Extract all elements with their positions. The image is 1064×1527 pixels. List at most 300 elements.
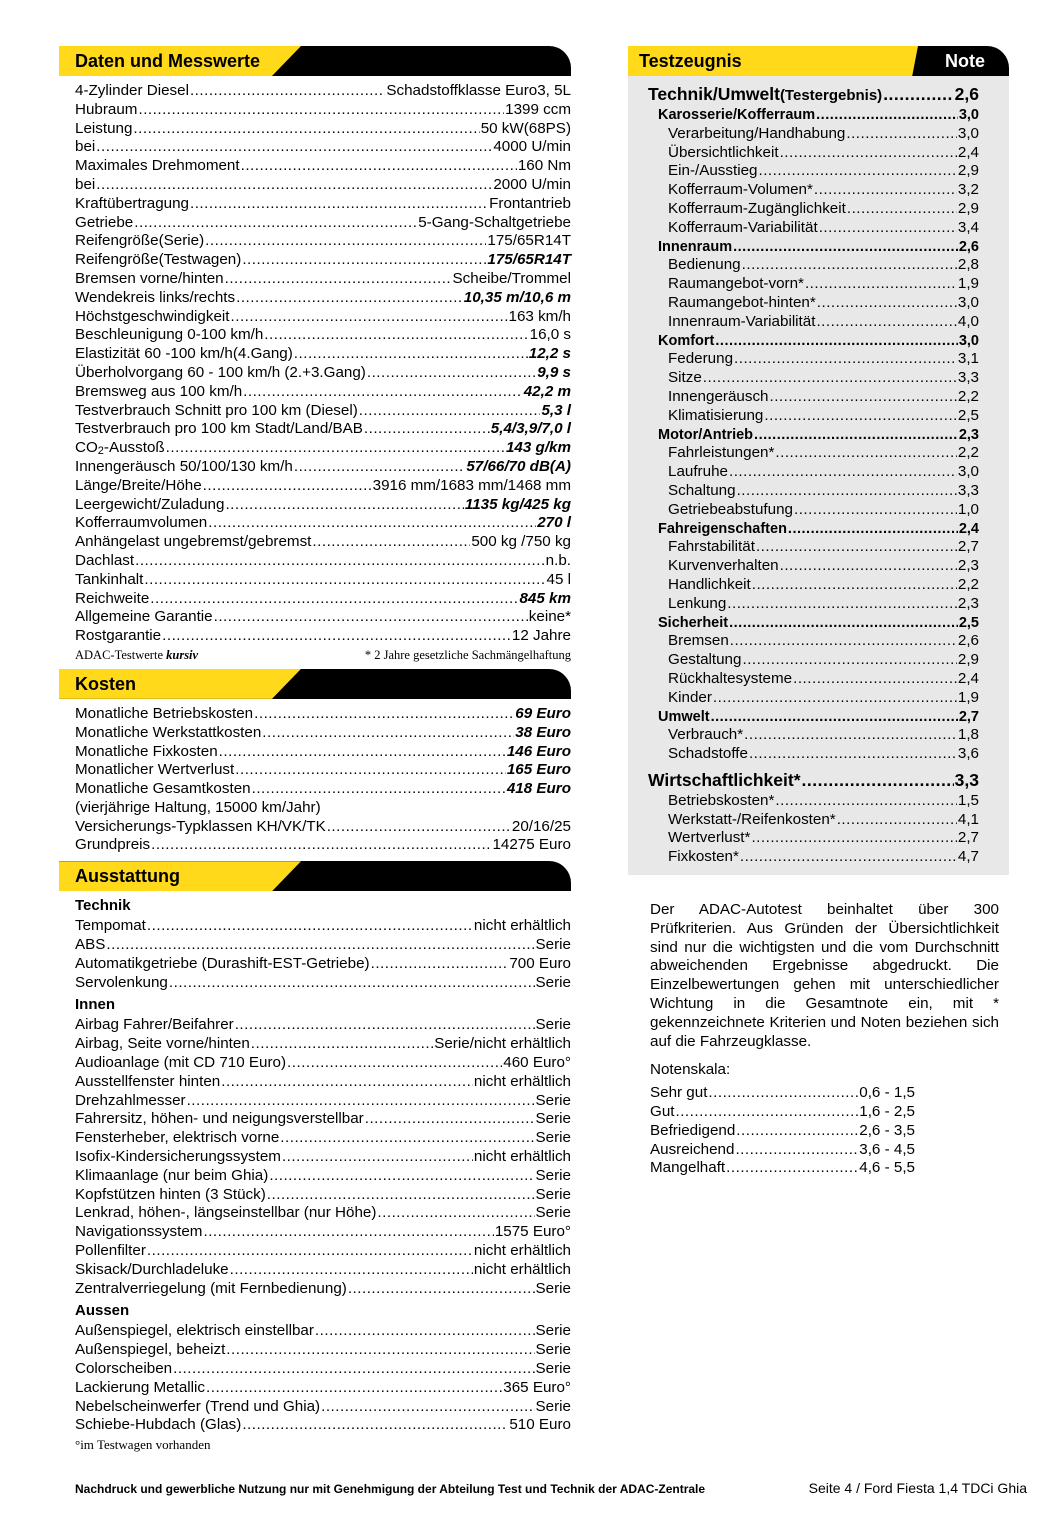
dot-leader [106,936,534,955]
testzeugnis-label [658,708,710,727]
daten-row [75,590,571,609]
testzeugnis-row [648,106,979,125]
dot-leader [231,308,508,327]
testzeugnis-grade: 2,9 [957,651,979,669]
dot-leader [294,345,528,364]
ausstattung-value: nicht erhältlich [473,1148,571,1166]
testzeugnis-grade: 2,4 [957,143,979,161]
ausstattung-label: Navigationssystem [75,1223,203,1241]
testzeugnis-grade: 3,1 [957,350,979,368]
testzeugnis-row [648,614,979,633]
daten-row [75,402,571,421]
label-suffix: (Testergebnis) [779,87,883,104]
dot-leader [287,1054,502,1073]
testzeugnis-label [668,689,712,708]
testzeugnis-grade: 2,9 [957,162,979,180]
daten-label: Überholvorgang 60 - 100 km/h (2.+3.Gang) [75,363,366,381]
testzeugnis-row [648,125,979,144]
dot-leader [144,571,545,590]
kosten-value: 38 Euro [515,723,571,741]
dot-leader [294,458,465,477]
kosten-row [75,780,571,799]
ausstattung-label: Fensterheber, elektrisch vorne [75,1129,280,1147]
daten-note-left: ADAC-Testwerte kursiv [75,647,199,662]
testzeugnis-grade: 1,9 [957,275,979,293]
testzeugnis-row [648,82,979,106]
testzeugnis-row [648,811,979,830]
testzeugnis-label [668,313,815,332]
testzeugnis-label [668,632,729,651]
label-main: Wertverlust* [668,829,751,847]
dot-leader [235,1016,535,1035]
daten-value: n.b. [545,551,571,569]
testzeugnis-grade: 3,0 [958,107,979,123]
testzeugnis-grade: 1,0 [957,500,979,518]
testzeugnis-grade: 2,3 [957,557,979,575]
testzeugnis-row [648,388,979,407]
dot-leader [225,270,452,289]
ausstattung-row [75,1223,571,1242]
dot-leader [327,818,511,837]
label-main: Schaltung [668,481,736,499]
daten-label: Länge/Breite/Höhe [75,476,202,494]
kosten-list [75,705,571,799]
testzeugnis-grade: 3,0 [958,332,979,349]
ausstattung-label: Colorscheiben [75,1360,173,1378]
daten-note [75,647,571,663]
ausstattung-value: Serie [535,1129,571,1147]
ausstattung-row [75,1167,571,1186]
ausstattung-value: Serie [535,1341,571,1359]
testzeugnis-grade: 2,5 [957,406,979,424]
label-main: Kinder [668,688,712,706]
testzeugnis-grade: 3,3 [957,481,979,499]
testzeugnis-row [648,332,979,351]
ausstattung-value: nicht erhältlich [473,917,571,935]
kosten-label: Monatliche Betriebskosten [75,704,254,722]
testzeugnis-title: Testzeugnis [639,51,742,71]
daten-label: Kraftübertragung [75,194,189,212]
label-main: Rückhaltesysteme [668,669,793,687]
dot-leader [726,1159,858,1178]
dot-leader [764,407,956,426]
testzeugnis-grade: 3,4 [957,218,979,236]
testzeugnis-row [648,313,979,332]
ausstattung-row [75,1016,571,1035]
notenskala-row [650,1103,915,1122]
ausstattung-label: Automatikgetriebe (Durashift-EST-Getriebe) [75,954,370,972]
dot-leader [729,614,958,633]
ausstattung-row [75,1280,571,1299]
ausstattung-label: Servolenkung [75,973,168,991]
testzeugnis-label [668,407,763,426]
testzeugnis-label [648,768,801,792]
daten-label: Reifengröße(Testwagen) [75,251,242,269]
daten-value: Frontantrieb [489,194,571,212]
dot-leader [846,125,957,144]
notenskala-range: 0,6 - 1,5 [859,1084,915,1102]
ausstattung-value: Serie [535,1091,571,1109]
daten-value: 175/65R14T [487,232,571,250]
dot-leader [321,1398,534,1417]
footer-page-info: Seite 4 / Ford Fiesta 1,4 TDCi Ghia [808,1480,1027,1496]
label-subscript: 2 [97,445,104,458]
label-main: Motor/Antrieb [658,426,754,443]
testzeugnis-label [668,538,755,557]
daten-row [75,101,571,120]
ausstattung-value: 1575 Euro° [494,1223,571,1241]
daten-label: Bremsweg aus 100 km/h [75,382,243,400]
label-main: Innengeräusch [668,387,769,405]
ausstattung-header [59,861,571,891]
testzeugnis-label [668,463,728,482]
dot-leader [242,251,486,270]
ausstattung-label: Außenspiegel, elektrisch einstellbar [75,1322,314,1340]
label-rest: -Ausstoß [103,439,165,457]
notenskala-label: Ausreichend [650,1140,735,1158]
dot-leader [147,1242,473,1261]
testzeugnis-row [648,576,979,595]
dot-leader [269,1167,534,1186]
label-main: Schadstoffe [668,745,748,763]
testzeugnis-label [668,726,743,745]
ausstattung-note: °im Testwagen vorhanden [75,1437,211,1453]
daten-label: Reichweite [75,589,150,607]
dot-leader [816,313,956,332]
dot-leader [236,289,463,308]
dot-leader [147,917,473,936]
dot-leader [282,1148,473,1167]
label-main: Kofferraum-Zugänglichkeit [668,199,846,217]
ausstattung-value: Serie/nicht erhältlich [434,1035,571,1053]
daten-label: Dachlast [75,551,135,569]
testzeugnis-label [658,520,787,539]
daten-label: Kofferraumvolumen [75,514,208,532]
daten-row [75,364,571,383]
testzeugnis-grade: 2,4 [957,669,979,687]
daten-value: 9,9 s [537,363,571,381]
daten-label: Maximales Drehmoment [75,157,240,175]
dot-leader [162,627,511,646]
label-main: Fahrstabilität [668,538,755,556]
ausstattung-row [75,1398,571,1417]
ausstattung-label: Skisack/Durchladeluke [75,1260,229,1278]
ausstattung-row [75,1092,571,1111]
left-column [75,46,571,1453]
ausstattung-label: Klimaanlage (nur beim Ghia) [75,1166,269,1184]
notenskala-row [650,1141,915,1160]
dot-leader [364,420,490,439]
dot-leader [713,689,957,708]
dot-leader [214,608,528,627]
dot-leader [367,364,536,383]
dot-leader [187,1092,535,1111]
label-main: Handlichkeit [668,575,751,593]
daten-row [75,552,571,571]
kosten-row [75,743,571,762]
testzeugnis-row [648,369,979,388]
notenskala-row [650,1122,915,1141]
daten-label: Leistung [75,119,133,137]
daten-value: 175/65R14T [487,251,571,269]
daten-label: Allgemeine Garantie [75,608,213,626]
ausstattung-label: Isofix-Kindersicherungssystem [75,1148,281,1166]
testzeugnis-row [648,181,979,200]
dot-leader [254,705,514,724]
label-main: Sitze [668,369,702,387]
daten-label: Getriebe [75,213,134,231]
testzeugnis-grade: 2,9 [957,199,979,217]
ausstattung-row [75,1379,571,1398]
daten-label: Wendekreis links/rechts [75,288,236,306]
ausstattung-group-title: Technik [75,897,131,915]
ausstattung-row [75,1035,571,1054]
daten-value: 143 g/km [505,439,571,457]
daten-label: bei [75,175,96,193]
dot-leader [734,350,957,369]
testzeugnis-grade: 4,0 [957,312,979,330]
daten-row [75,477,571,496]
dot-leader [203,1223,493,1242]
testzeugnis-label [658,614,728,633]
dot-leader [775,444,956,463]
testzeugnis-header [628,46,1009,76]
daten-label: Bremsen vorne/hinten [75,269,224,287]
kosten-label: Monatliche Fixkosten [75,742,218,760]
label-main: Karosserie/Kofferraum [658,107,816,123]
testzeugnis-label [668,162,757,181]
dot-leader [742,651,956,670]
ausstattung-label: Lenkrad, höhen-, längseinstellbar (nur Höhe) [75,1204,377,1222]
kosten-extra-label: Versicherungs-Typklassen KH/VK/TK [75,817,326,835]
testzeugnis-row [648,275,979,294]
daten-row [75,514,571,533]
kosten-title: Kosten [75,673,137,694]
dot-leader [730,632,957,651]
daten-row [75,138,571,157]
testzeugnis-row [648,463,979,482]
testzeugnis-grade: 3,0 [957,463,979,481]
ausstattung-row [75,955,571,974]
dot-leader [794,501,957,520]
dot-leader [96,138,492,157]
ausstattung-value: 460 Euro° [503,1054,571,1072]
testzeugnis-row [648,848,979,867]
label-main: Wirtschaftlichkeit* [648,769,801,790]
notenskala-title: Notenskala: [650,1061,731,1079]
testzeugnis-label [658,106,815,125]
dot-leader [208,514,536,533]
dot-leader [251,1035,433,1054]
testzeugnis-grade: 3,3 [954,769,979,790]
testzeugnis-label [668,350,733,369]
testzeugnis-grade: 3,6 [957,745,979,763]
kosten-extra-label: Grundpreis [75,836,151,854]
ausstattung-label: Pollenfilter [75,1242,146,1260]
dot-leader [883,82,953,106]
daten-row [75,420,571,439]
dot-leader [348,1280,535,1299]
dot-leader [312,533,470,552]
kosten-extra-row [75,818,571,837]
testzeugnis-grade: 2,6 [954,84,979,104]
testzeugnis-row [648,219,979,238]
testzeugnis-row [648,407,979,426]
testzeugnis-grade: 3,3 [957,369,979,387]
ausstattung-label: ABS [75,936,106,954]
testzeugnis-row [648,256,979,275]
ausstattung-row [75,974,571,993]
testzeugnis-grade: 4,7 [957,848,979,866]
dot-leader [230,1261,473,1280]
dot-leader [752,576,957,595]
testzeugnis-label [668,595,726,614]
testzeugnis-label [668,369,702,388]
dot-leader [837,811,957,830]
ausstattung-value: 365 Euro° [503,1378,571,1396]
dot-leader [264,326,528,345]
daten-row [75,157,571,176]
ausstattung-value: nicht erhältlich [473,1242,571,1260]
dot-leader [751,829,956,848]
daten-value: 1399 ccm [505,100,571,118]
dot-leader [365,1110,535,1129]
ausstattung-value: nicht erhältlich [473,1260,571,1278]
kosten-value: 69 Euro [515,704,571,722]
testzeugnis-label [668,125,845,144]
testzeugnis-row [648,144,979,163]
label-main: Innenraum-Variabilität [668,312,816,330]
daten-row [75,496,571,515]
testzeugnis-grade: 2,4 [958,520,979,537]
testzeugnis-label [668,576,751,595]
dot-leader [205,232,486,251]
testzeugnis-row [648,538,979,557]
daten-label: Tankinhalt [75,570,144,588]
testzeugnis-label [668,275,804,294]
testzeugnis-label [648,82,882,108]
label-main: Fixkosten* [668,848,739,866]
dot-leader [758,162,956,181]
kosten-extra-value: 20/16/25 [511,817,571,835]
ausstattung-value: Serie [535,1185,571,1203]
kosten-label: Monatlicher Wertverlust [75,761,235,779]
kosten-extra-list [75,818,571,856]
daten-value: 1135 kg/425 kg [464,495,571,513]
dot-leader [221,1073,473,1092]
dot-leader [134,214,417,233]
dot-leader [135,552,545,571]
testzeugnis-row [648,726,979,745]
ausstattung-row [75,1360,571,1379]
testzeugnis-grade: 2,7 [957,538,979,556]
daten-label: Beschleunigung 0-100 km/h [75,326,264,344]
dot-leader [802,768,954,792]
daten-row [75,608,571,627]
daten-label: Anhängelast ungebremst/gebremst [75,533,312,551]
page-footer [75,1480,1027,1496]
dot-leader [262,724,514,743]
dot-leader [151,836,491,855]
ausstattung-label: Fahrersitz, höhen- und neigungsverstellbar [75,1110,364,1128]
notenskala-label: Befriedigend [650,1121,736,1139]
label-main: Federung [668,350,734,368]
right-column [628,46,1009,1178]
label-main: Ein-/Ausstieg [668,162,758,180]
testzeugnis-row [648,670,979,689]
daten-value: 5,3 l [541,401,571,419]
ausstattung-label: Außenspiegel, beheizt [75,1341,226,1359]
daten-label: Leergewicht/Zuladung [75,495,225,513]
testzeugnis-label [668,811,836,830]
ausstattung-label: Schiebe-Hubdach (Glas) [75,1416,242,1434]
ausstattung-row [75,1129,571,1148]
daten-row [75,326,571,345]
testzeugnis-grade: 1,8 [957,726,979,744]
daten-value: 2000 U/min [493,175,571,193]
notenskala-label: Gut [650,1103,675,1121]
testzeugnis-label [668,200,846,219]
daten-label: Reifengröße(Serie) [75,232,205,250]
dot-leader [727,595,957,614]
label-main: Gestaltung [668,651,742,669]
dot-leader [817,294,957,313]
daten-value: 4000 U/min [493,138,571,156]
dot-leader [675,1103,858,1122]
daten-label: Innengeräusch 50/100/130 km/h [75,457,293,475]
daten-label: Rostgarantie [75,627,162,645]
dot-leader [203,477,372,496]
label-main: Raumangebot-vorn* [668,275,804,293]
testzeugnis-grade: 2,7 [957,829,979,847]
label-main: Fahrleistungen* [668,444,775,462]
ausstattung-row [75,1341,571,1360]
dot-leader [737,482,957,501]
label-main: Verarbeitung/Handhabung [668,124,846,142]
label-main: Bedienung [668,256,741,274]
dot-leader [703,369,957,388]
label-main: Werkstatt-/Reifenkosten* [668,810,836,828]
dot-leader [816,106,958,125]
ausstattung-label: Lackierung Metallic [75,1378,205,1396]
label-main: Verbrauch* [668,726,744,744]
explanation-text: Der ADAC-Autotest beinhaltet über 300 Prüfkriterien. Aus Gründen der Übersichtlichkeit sind nur die wichtigsten und die vom Durchschnitt abweichenden Ergebnisse abgedruckt. Die Einzelbewertungen gehen mit unterschiedlicher Wichtung in die Gesamtnote ein, mit * gekennzeichnete Kriterien und Noten beziehen sich auf die Fahrzeugklasse. [650,901,999,1050]
daten-list [75,82,571,646]
dot-leader [252,780,506,799]
ausstattung-row [75,1322,571,1341]
dot-leader [744,726,957,745]
ausstattung-row [75,1186,571,1205]
daten-value: 845 km [519,589,571,607]
label-main: Klimatisierung [668,406,764,424]
ausstattung-label: Zentralverriegelung (mit Fernbedienung) [75,1279,347,1297]
kosten-extra-value: 14275 Euro [492,836,571,854]
daten-row [75,439,571,458]
testzeugnis-label [658,238,732,257]
dot-leader [736,1122,858,1141]
testzeugnis-row [648,595,979,614]
testzeugnis-row [648,350,979,369]
ausstattung-row [75,1261,571,1280]
testzeugnis-row [648,745,979,764]
daten-label: bei [75,138,96,156]
ausstattung-group-title: Innen [75,996,115,1014]
dot-leader [267,1186,535,1205]
daten-row [75,120,571,139]
testzeugnis-label [668,388,768,407]
dot-leader [219,743,506,762]
daten-row [75,195,571,214]
